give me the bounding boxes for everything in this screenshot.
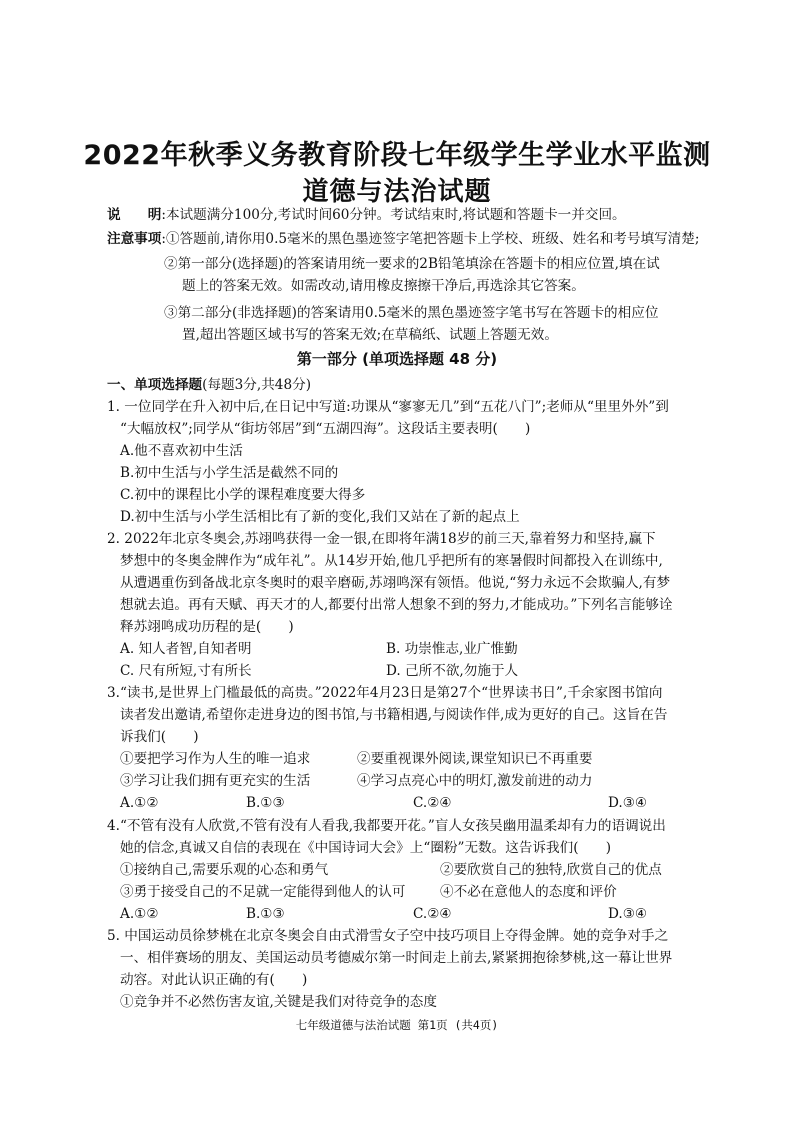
q2-option-a: A. 知人者智,自知者明 [120,641,252,657]
q3-statement-1: ①要把学习作为人生的唯一追求 [120,751,311,767]
q1-stem-line-2: “大幅放权”;同学从“街坊邻居”到“五湖四海”。这段话主要表明( ) [120,421,531,437]
q4-stem-line-1: 4.“不管有没有人欣赏,不管有没有人看我,我都要开花。”盲人女孩吴幽用温柔却有力的语调说出 [107,818,666,834]
q4-option-d: D.③④ [608,906,648,922]
q4-option-c: C.②④ [413,906,452,922]
part-title: 第一部分 (单项选择题 48 分) [296,350,498,368]
page-footer: 七年级道德与法治试题 第1页 (共4页) [295,1018,499,1032]
instructions-item-2b: 题上的答案无效。如需改动,请用橡皮擦擦干净后,再选涂其它答案。 [182,278,585,294]
q2-stem-line-3: 从遭遇重伤到备战北京冬奥时的艰辛磨砺,苏翊鸣深有领悟。他说,“努力永远不会欺骗人,有梦 [120,575,671,591]
q4-statement-4: ④不必在意他人的态度和评价 [440,884,617,900]
page-subtitle: 道德与法治试题 [302,177,492,207]
q4-option-a: A.①② [120,906,159,922]
q3-option-c: C.②④ [413,795,452,811]
q3-statement-4: ④学习点亮心中的明灯,激发前进的动力 [357,773,593,789]
q3-option-b: B.①③ [246,795,285,811]
q5-stem-line-2: 一、相伴赛场的朋友、美国运动员考德威尔第一时间走上前去,紧紧拥抱徐梦桃,这一幕让世界 [120,950,673,966]
q3-statement-2: ②要重视课外阅读,课堂知识已不再重要 [357,751,593,767]
q1-option-b: B.初中生活与小学生活是截然不同的 [120,465,339,481]
section-title: 一、单项选择题 [107,377,203,393]
q5-statement-1: ①竞争并不必然伤害友谊,关键是我们对待竞争的态度 [120,994,437,1010]
q5-stem-line-1: 5. 中国运动员徐梦桃在北京冬奥会自由式滑雪女子空中技巧项目上夺得金牌。她的竞争对手之 [107,928,669,944]
q1-option-a: A.他不喜欢初中生活 [120,443,243,459]
instructions-item-1 [107,229,699,249]
page-title: 2022年秋季义务教育阶段七年级学生学业水平监测 [83,140,711,171]
note-text: :本试题满分100分,考试时间60分钟。考试结束时,将试题和答题卡一并交回。 [161,207,626,223]
instructions-item-3b: 置,超出答题区域书写的答案无效;在草稿纸、试题上答题无效。 [182,327,558,343]
q3-stem-line-2: 读者发出邀请,希望你走进身边的图书馆,与书籍相遇,与阅读作伴,成为更好的自己。这旨在告 [120,707,668,723]
q4-stem-line-2: 她的信念,真诚又自信的表现在《中国诗词大会》上“圈粉”无数。这告诉我们( ) [120,840,612,856]
q1-stem-line-1: 1. 一位同学在升入初中后,在日记中写道:功课从“寥寥无几”到“五花八门”;老师从“里里外外”到 [107,399,669,415]
q2-option-c: C. 尺有所短,寸有所长 [120,663,252,679]
instructions-note [107,205,626,225]
q3-option-d: D.③④ [608,795,648,811]
q4-statement-3: ③勇于接受自己的不足就一定能得到他人的认可 [120,884,406,900]
attention-label: 注意事项 [107,231,162,247]
q2-stem-line-1: 2. 2022年北京冬奥会,苏翊鸣获得一金一银,在即将年满18岁的前三天,靠着努力和坚持,赢下 [107,531,656,547]
q4-option-b: B.①③ [246,906,285,922]
q1-option-d: D.初中生活与小学生活相比有了新的变化,我们又站在了新的起点上 [120,509,520,525]
q2-option-d: D. 己所不欲,勿施于人 [386,663,519,679]
section-heading [107,375,311,395]
q2-stem-line-4: 想就去追。再有天赋、再天才的人,都要付出常人想象不到的努力,才能成功。”下列名言能够诠 [120,597,673,613]
q2-stem-line-5: 释苏翊鸣成功历程的是( ) [120,619,294,635]
section-note: (每题3分,共48分) [202,377,311,393]
q3-statement-3: ③学习让我们拥有更充实的生活 [120,773,311,789]
q3-stem-line-1: 3.“读书,是世界上门槛最低的高贵。”2022年4月23日是第27个“世界读书日”,千余家图书馆向 [107,685,663,701]
q4-statement-1: ①接纳自己,需要乐观的心态和勇气 [120,862,329,878]
q5-stem-line-3: 动容。对此认识正确的有( ) [120,972,308,988]
instructions-item-3a: ③第二部分(非选择题)的答案请用0.5毫米的黑色墨迹签字笔书写在答题卡的相应位 [164,305,659,321]
q2-stem-line-2: 梦想中的冬奥金牌作为“成年礼”。从14岁开始,他几乎把所有的寒暑假时间都投入在训练中, [120,553,663,569]
q2-option-b: B. 功崇惟志,业广惟勤 [386,641,518,657]
attention-item-1: :①答题前,请你用0.5毫米的黑色墨迹签字笔把答题卡上学校、班级、姓名和考号填写清楚; [161,231,700,247]
note-label: 说 明 [107,207,162,223]
q3-stem-line-3: 诉我们( ) [120,729,199,745]
q1-option-c: C.初中的课程比小学的课程难度要大得多 [120,487,366,503]
q4-statement-2: ②要欣赏自己的独特,欣赏自己的优点 [440,862,662,878]
q3-option-a: A.①② [120,795,159,811]
instructions-item-2a: ②第一部分(选择题)的答案请用统一要求的2B铅笔填涂在答题卡的相应位置,填在试 [164,256,660,272]
